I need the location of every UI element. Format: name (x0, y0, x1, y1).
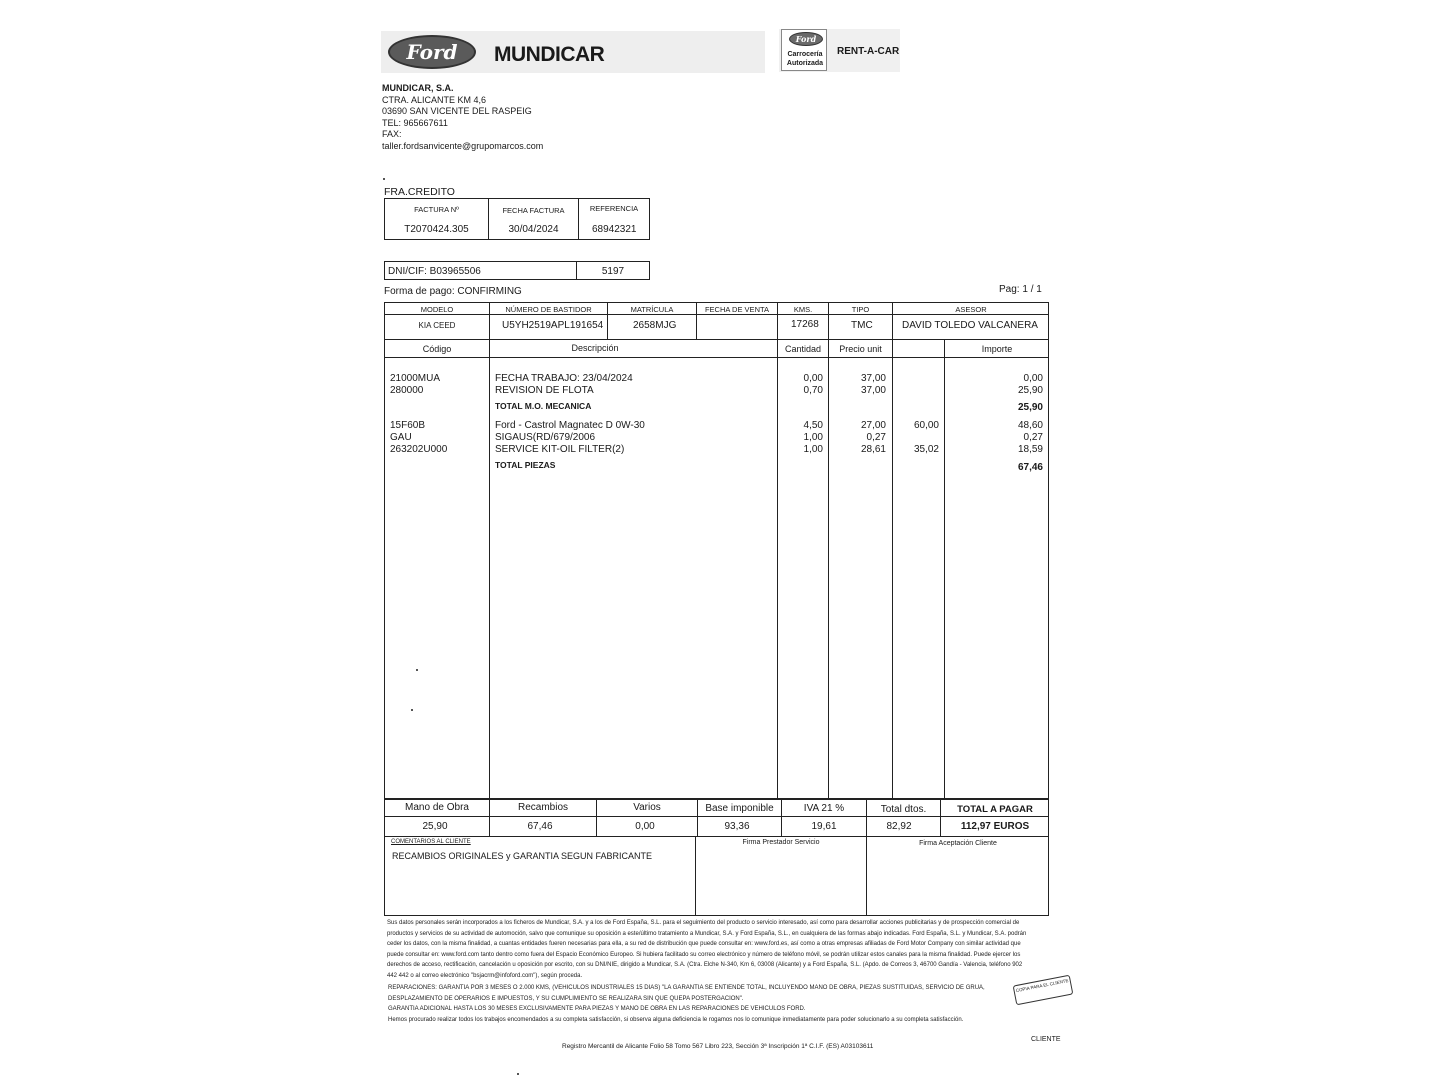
brand-name: MUNDICAR (494, 43, 605, 66)
item-description: FECHA TRABAJO: 23/04/2024 (495, 373, 633, 384)
warranty-notice (388, 983, 1028, 1025)
total-value: 112,97 EUROS (960, 821, 1030, 832)
privacy-line: Sus datos personales serán incorporados a los ficheros de Mundicar, S.A. y a los de Ford España, S.L. para el seguimiento del producto o servicio interesado, así como para desarrollar acciones publicitarias y de prospección comercial de (387, 920, 1020, 926)
misc-header: Varios (633, 802, 661, 813)
invoice-number: T2070424.305 (404, 224, 469, 235)
privacy-notice (387, 918, 1049, 981)
invoice-type: FRA.CREDITO (384, 186, 455, 198)
parts-total-label: TOTAL PIEZAS (495, 460, 556, 470)
description-header: Descripción (571, 343, 619, 353)
company-info (382, 83, 543, 152)
item-quantity: 4,50 (803, 420, 823, 431)
comments-text: RECAMBIOS ORIGINALES y GARANTIA SEGUN FABRICANTE (392, 851, 653, 861)
tax-base-header: Base imponible (705, 803, 774, 814)
ford-logo: Ford (388, 35, 476, 69)
vehicle-model: KIA CEED (418, 321, 456, 330)
divider (828, 339, 829, 799)
vat-header: IVA 21 % (803, 803, 845, 814)
item-quantity: 1,00 (803, 432, 823, 443)
item-discount: 60,00 (913, 420, 939, 431)
item-quantity: 0,00 (803, 373, 823, 384)
item-price: 28,61 (860, 444, 886, 455)
labor-value: 25,90 (422, 821, 448, 832)
parts-value: 67,46 (527, 821, 553, 832)
reference-header: REFERENCIA (589, 204, 639, 213)
kms-header: KMS. (793, 305, 813, 314)
payment-method: Forma de pago: CONFIRMING (384, 286, 522, 297)
scan-speck (416, 669, 418, 671)
item-quantity: 0,70 (803, 385, 823, 396)
company-address: CTRA. ALICANTE KM 4,6 (382, 94, 487, 105)
item-code: GAU (390, 432, 412, 443)
divider (892, 339, 893, 799)
divider (777, 339, 778, 799)
item-description: SIGAUS(RD/679/2006 (495, 432, 596, 443)
price-header: Precio unit (839, 344, 882, 354)
parts-header: Recambios (517, 802, 569, 813)
privacy-line: derechos de acceso, rectificación, cancelación u oposición por escrito, con su DNI/NIE, dirigido a Mundicar, S.A. (Ctra. Elche N-340, Km 6, 03008 (Alicante) y a Ford España, S.L. (Apdo. de Correos 3, 46700 Gandía - Valencia, teléfono 902 (387, 962, 1023, 968)
warranty-line: REPARACIONES: GARANTIA POR 3 MESES O 2.000 KMS, (VEHICULOS INDUSTRIALES 15 DIAS) "LA GARANTIA SE ENTIENDE TOTAL, INCLUYENDO MANO DE OBRA, PIEZAS SUSTITUIDAS, SERVICIO DE GRUA, (388, 985, 985, 991)
client-signature-label: Firma Aceptación Cliente (919, 840, 997, 847)
client-copy-label: CLIENTE (1031, 1036, 1061, 1043)
scan-speck (411, 709, 413, 711)
item-description: SERVICE KIT-OIL FILTER(2) (495, 444, 625, 455)
labor-total-label: TOTAL M.O. MECANICA (495, 401, 592, 411)
vehicle-type: TMC (851, 320, 873, 331)
item-code: 280000 (390, 385, 424, 396)
invoice-date: 30/04/2024 (508, 224, 559, 235)
model-header: MODELO (420, 305, 454, 314)
privacy-line: ceder los datos, con la misma finalidad, a cuantas entidades fueren necesarias para ella, a su red de distribución que puede consultar en: www.ford.es, así como a otras empresas afiliadas de Ford Motor Company con similar actividad que (387, 941, 1021, 947)
signature-box (384, 836, 1049, 916)
advisor-header: ASESOR (955, 305, 987, 314)
item-amount: 18,59 (1017, 444, 1043, 455)
privacy-line: puede consultar en: www.ford.com tanto dentro como fuera del Espacio Económico Europeo. Si hubiera facilitado su correo electrónico y número de teléfono móvil, se podrán utilizar estos canales para la misma finalidad. Puede ejercer los (387, 951, 1021, 958)
sale-date-header: FECHA DE VENTA (704, 305, 770, 314)
client-copy-stamp: COPIA PARA EL CLIENTE (1013, 975, 1074, 1006)
divider (695, 836, 696, 916)
company-email: taller.fordsanvicente@grupomarcos.com (382, 140, 544, 151)
discounts-value: 82,92 (886, 821, 912, 832)
invoice-number-header: FACTURA Nº (414, 205, 459, 214)
ford-small-logo: Ford (789, 32, 823, 46)
labor-header: Mano de Obra (405, 802, 469, 813)
labor-total-value: 25,90 (1017, 402, 1043, 413)
item-amount: 48,60 (1017, 420, 1043, 431)
item-price: 27,00 (860, 420, 886, 431)
rent-a-car-label: RENT-A-CAR (837, 46, 900, 57)
client-dni: DNI/CIF: B03965506 (388, 266, 481, 277)
vehicle-kms: 17268 (791, 319, 819, 330)
tax-base-value: 93,36 (724, 821, 750, 832)
provider-signature-label: Firma Prestador Servicio (742, 839, 820, 846)
company-city: 03690 SAN VICENTE DEL RASPEIG (382, 106, 532, 116)
warranty-line: GARANTIA ADICIONAL HASTA LOS 30 MESES EXCLUSIVAMENTE PARA PIEZAS Y MANO DE OBRA EN LAS REPARACIONES DE VEHICULOS FORD. (388, 1006, 806, 1012)
item-discount: 35,02 (913, 444, 939, 455)
divider (384, 816, 1049, 817)
warranty-line: DESPLAZAMIENTO DE OPERARIOS E IMPUESTOS, Y SU CUMPLIMIENTO SE REALIZARA SIN QUE QUEPA POSTERGACION". (388, 995, 744, 1002)
divider (384, 314, 1049, 315)
mercantile-registry: Registro Mercantil de Alicante Folio 58 Tomo 567 Libro 223, Sección 3ª Inscripción 1ª C.I.F. (ES) A03103611 (562, 1043, 874, 1050)
vehicle-vin: U5YH2519APL191654 (502, 320, 604, 331)
page-number: Pag: 1 / 1 (999, 284, 1042, 295)
parts-total-value: 67,46 (1017, 462, 1043, 473)
quantity-header: Cantidad (784, 344, 822, 354)
scan-speck (517, 1073, 519, 1075)
divider (866, 836, 867, 916)
type-header: TIPO (851, 305, 870, 314)
company-tel: TEL: 965667611 (382, 117, 448, 128)
reference-number: 68942321 (592, 224, 637, 235)
vehicle-advisor: DAVID TOLEDO VALCANERA (902, 320, 1038, 331)
code-header: Código (422, 344, 452, 354)
scan-speck (383, 178, 385, 180)
carroceria-label: Carrocería Autorizada (786, 51, 824, 67)
item-description: Ford - Castrol Magnatec D 0W-30 (495, 420, 645, 431)
invoice-date-header: FECHA FACTURA (502, 206, 565, 215)
item-price: 37,00 (860, 373, 886, 384)
total-header: TOTAL A PAGAR (957, 804, 1033, 815)
warranty-line: Hemos procurado realizar todos los trabajos encomendados a su completa satisfacción, si observa alguna deficiencia le rogamos nos lo comunique inmediatamente para poder solucionarlo a su completa satisfacción. (388, 1016, 964, 1023)
item-amount: 25,90 (1017, 385, 1043, 396)
item-amount: 0,00 (1023, 373, 1043, 384)
discounts-header: Total dtos. (880, 804, 927, 815)
divider (489, 339, 490, 799)
plate-header: MATRÍCULA (630, 305, 674, 314)
misc-value: 0,00 (635, 821, 655, 832)
item-price: 37,00 (860, 385, 886, 396)
privacy-line: productos y servicios de su actividad de automoción, salvo que comunique su oposición a este/último tratamiento a Mundicar, S.A. y Ford España, S.L., en cualquiera de las formas abajo indicadas. Ford España, S.L. y Mundicar, S.A. podrán (387, 930, 1027, 937)
client-code: 5197 (601, 266, 625, 277)
item-code: 263202U000 (390, 444, 448, 455)
vat-value: 19,61 (811, 821, 837, 832)
vin-header: NÚMERO DE BASTIDOR (505, 305, 592, 314)
comments-label: COMENTARIOS AL CLIENTE (391, 839, 471, 845)
privacy-line: 442 442 o al correo electrónico "bsjacrm@infoford.com"), según proceda. (387, 972, 583, 979)
divider (384, 357, 1049, 358)
vehicle-plate: 2658MJG (633, 320, 677, 331)
item-price: 0,27 (866, 432, 886, 443)
item-code: 21000MUA (390, 373, 441, 384)
amount-header: Importe (981, 344, 1013, 354)
company-name: MUNDICAR, S.A. (382, 83, 454, 93)
company-fax: FAX: (382, 129, 402, 139)
item-description: REVISION DE FLOTA (495, 385, 594, 396)
item-amount: 0,27 (1023, 432, 1043, 443)
item-code: 15F60B (390, 420, 426, 431)
item-quantity: 1,00 (803, 444, 823, 455)
